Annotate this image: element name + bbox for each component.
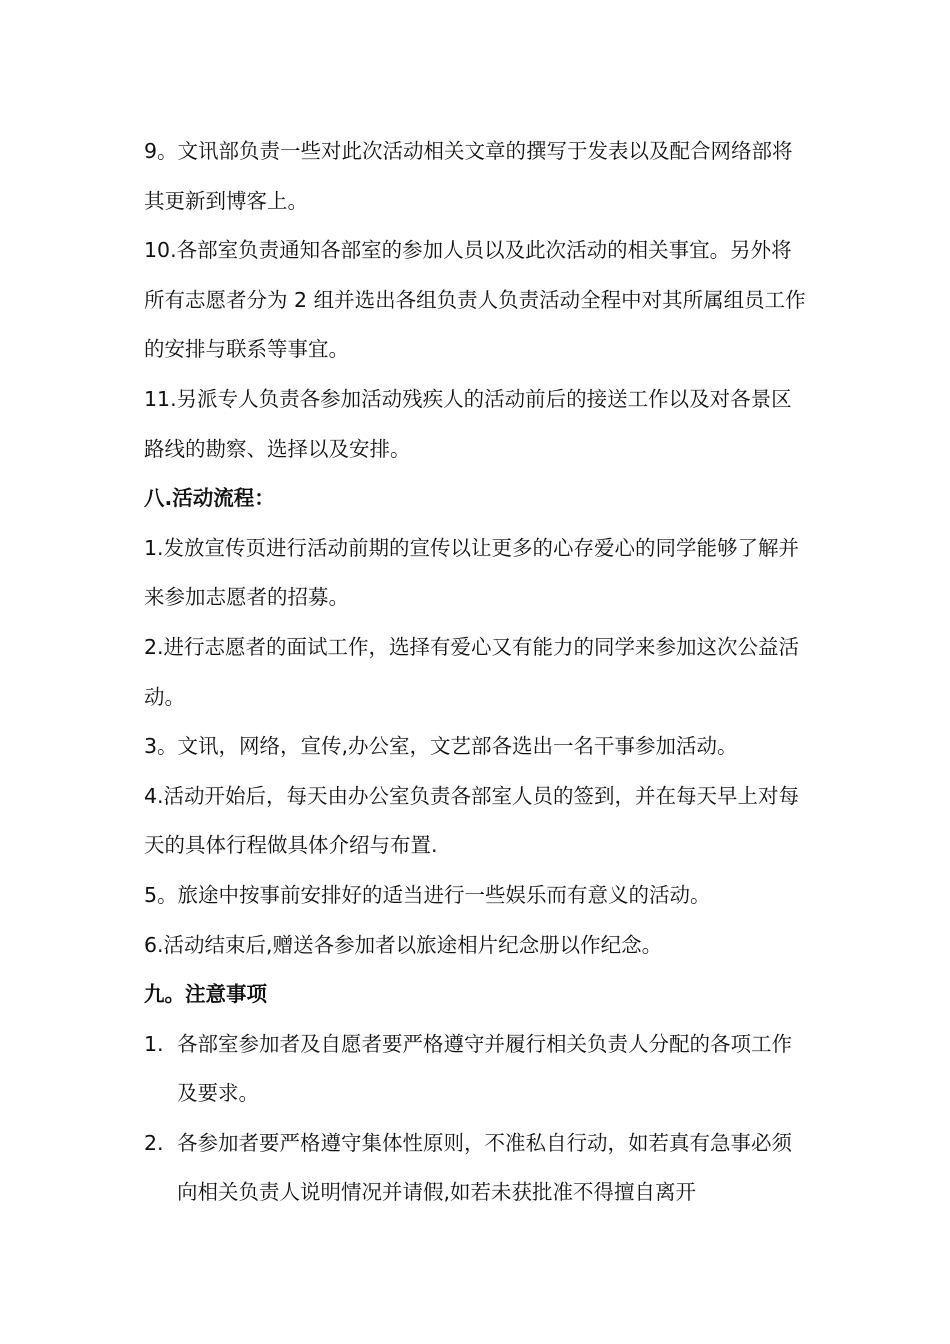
process-step-1: 1.发放宣传页进行活动前期的宣传以让更多的心存爱心的同学能够了解并来参加志愿者的招募。 [144, 535, 800, 610]
document-body [144, 127, 810, 1218]
list-item-number: 2. [144, 1130, 164, 1155]
paragraph-item-10: 10.各部室负责通知各部室的参加人员以及此次活动的相关事宜。另外将所有志愿者分为 2 组并选出各组负责人负责活动全程中对其所属组员工作的安排与联系等事宜。 [144, 238, 806, 362]
section-heading-process: 八.活动流程： [144, 486, 275, 511]
notes-list [144, 1020, 810, 1218]
list-item [144, 1020, 810, 1119]
list-item-text: 各部室参加者及自愿者要严格遵守并履行相关负责人分配的各项工作及要求。 [177, 1031, 792, 1106]
process-step-3: 3。文讯，网络，宣传,办公室，文艺部各选出一名干事参加活动。 [144, 734, 738, 759]
process-step-4: 4.活动开始后，每天由办公室负责各部室人员的签到，并在每天早上对每天的具体行程做具体介绍与布置. [144, 783, 800, 858]
section-heading-notes: 九。注意事项 [144, 982, 267, 1007]
process-step-5: 5。旅途中按事前安排好的适当进行一些娱乐而有意义的活动。 [144, 882, 711, 907]
list-item-number: 1. [144, 1031, 164, 1056]
process-step-6: 6.活动结束后,赠送各参加者以旅途相片纪念册以作纪念。 [144, 932, 663, 957]
paragraph-item-11: 11.另派专人负责各参加活动残疾人的活动前后的接送工作以及对各景区路线的勘察、选择以及安排。 [144, 386, 792, 461]
paragraph-item-9: 9。文讯部负责一些对此次活动相关文章的撰写于发表以及配合网络部将其更新到博客上。 [144, 139, 793, 213]
list-item [144, 1119, 810, 1218]
list-item-text: 各参加者要严格遵守集体性原则，不准私自行动，如若真有急事必须向相关负责人说明情况并请假,如若未获批准不得擅自离开 [177, 1130, 792, 1205]
process-step-2: 2.进行志愿者的面试工作，选择有爱心又有能力的同学来参加这次公益活动。 [144, 634, 800, 709]
